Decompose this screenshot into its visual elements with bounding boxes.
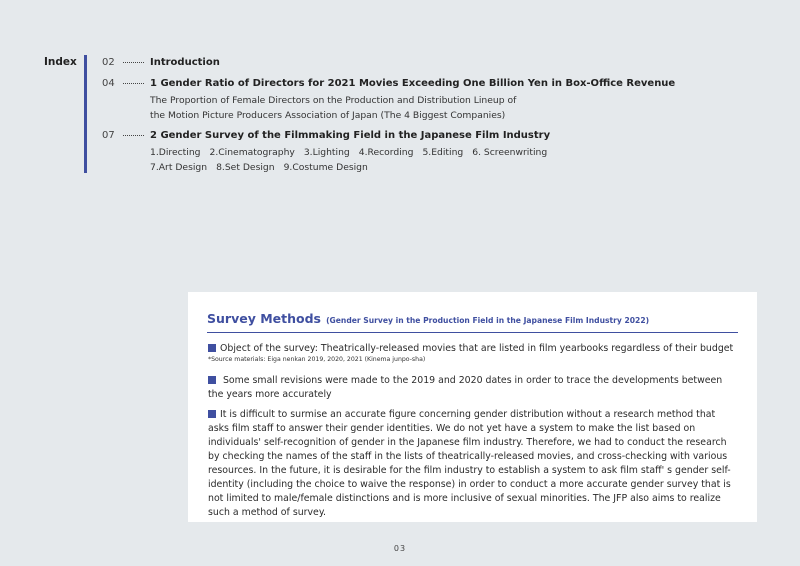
toc-item-list <box>150 145 556 161</box>
toc-entry-introduction[interactable] <box>102 56 220 69</box>
toc-item: 1.Directing <box>150 147 201 158</box>
toc-item: 9.Costume Design <box>283 162 368 173</box>
source-note: *Source materials: Eiga nenkan 2019, 2020, 2021 (Kinema junpo-sha) <box>208 356 426 363</box>
survey-paragraph-revisions <box>208 374 739 402</box>
survey-paragraph-method <box>208 408 739 520</box>
heading-divider <box>207 332 738 333</box>
toc-title: 2 Gender Survey of the Filmmaking Field in the Japanese Film Industry <box>150 130 551 141</box>
toc-title: Introduction <box>150 57 220 68</box>
toc-leader-dots <box>123 83 144 84</box>
survey-subtitle: (Gender Survey in the Production Field in the Japanese Film Industry 2022) <box>326 316 650 325</box>
toc-leader-dots <box>123 62 144 63</box>
survey-methods-panel <box>188 292 757 522</box>
survey-text: Some small revisions were made to the 2019 and 2020 dates in order to trace the developments between the years more accurately <box>208 375 723 400</box>
survey-heading <box>207 308 649 327</box>
toc-item: 6. Screenwriting <box>472 147 548 158</box>
toc-subtitle-line: The Proportion of Female Directors on the Production and Distribution Lineup of <box>150 95 517 106</box>
square-bullet-icon <box>208 376 216 384</box>
square-bullet-icon <box>208 410 216 418</box>
index-bar <box>84 55 87 173</box>
toc-title: 1 Gender Ratio of Directors for 2021 Movies Exceeding One Billion Yen in Box-Office Revenue <box>150 78 676 89</box>
toc-item: 8.Set Design <box>216 162 275 173</box>
square-bullet-icon <box>208 344 216 352</box>
toc-item: 5.Editing <box>422 147 464 158</box>
toc-item-list <box>150 160 377 176</box>
toc-page-number: 02 <box>102 57 115 68</box>
toc-leader-dots <box>123 135 144 136</box>
survey-text: Object of the survey: Theatrically-released movies that are listed in film yearbooks regardless of their budget <box>220 343 734 354</box>
toc-entry-gender-survey-filmmaking[interactable] <box>102 129 551 142</box>
survey-text: It is difficult to surmise an accurate figure concerning gender distribution without a research method that asks film staff to answer their gender identities. We do not yet have a system to make the list based on individuals' self-recognition of gender in the Japanese film industry. Therefore, we had to conduct the research by checking the names of the staff in the lists of theatrically-released movies, and cross-checking with various resources. In the future, it is desirable for the film industry to establish a system to ask film staff' s gender self-identity (including the choice to waive the response) in order to conduct a more accurate gender survey that is not limited to male/female distinctions and is more inclusive of sexual minorities. The JFP also aims to realize such a method of survey. <box>208 409 731 518</box>
toc-subtitle-line: the Motion Picture Producers Association of Japan (The 4 Biggest Companies) <box>150 110 506 121</box>
toc-page-number: 07 <box>102 130 115 141</box>
index-label: Index <box>44 56 77 68</box>
survey-title: Survey Methods <box>207 311 321 326</box>
toc-item: 4.Recording <box>358 147 414 158</box>
toc-item: 2.Cinematography <box>209 147 295 158</box>
page-number: 03 <box>393 544 407 553</box>
toc-entry-gender-ratio-directors[interactable] <box>102 77 676 90</box>
toc-page-number: 04 <box>102 78 115 89</box>
toc-item: 3.Lighting <box>303 147 350 158</box>
toc-item: 7.Art Design <box>150 162 208 173</box>
survey-paragraph-object <box>208 342 739 356</box>
